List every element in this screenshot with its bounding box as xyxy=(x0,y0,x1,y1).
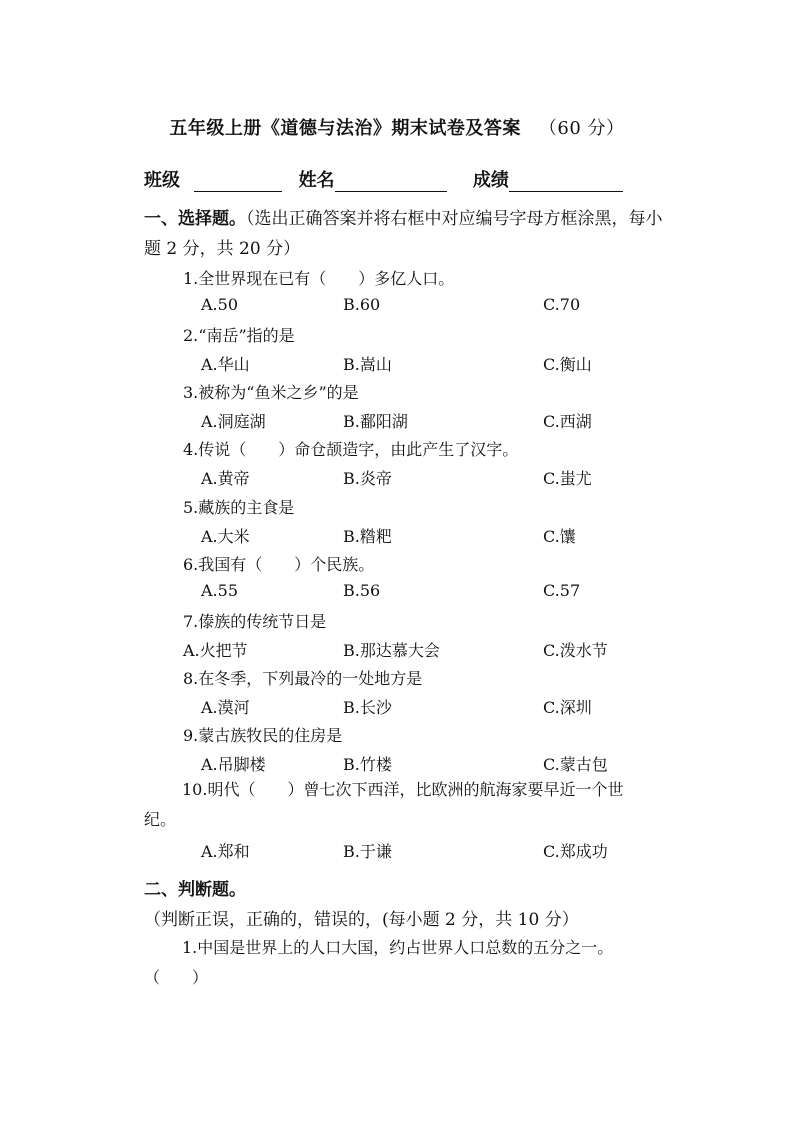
judgement-question-1: 1.中国是世界上的人口大国，约占世界人口总数的五分之一。（ ） xyxy=(144,938,614,987)
grade-blank[interactable] xyxy=(509,173,623,192)
name-blank[interactable] xyxy=(335,173,447,192)
q6-option-b[interactable]: B.56 xyxy=(343,581,381,600)
q4-option-b[interactable]: B.炎帝 xyxy=(343,469,392,488)
question-5: 5.藏族的主食是 xyxy=(183,498,295,517)
q10-option-c[interactable]: C.郑成功 xyxy=(543,842,608,861)
q5-option-b[interactable]: B.糌粑 xyxy=(343,527,392,546)
title-main: 五年级上册《道德与法治》期末试卷及答案 xyxy=(169,118,521,139)
q2-option-a[interactable]: A.华山 xyxy=(201,355,250,374)
class-blank[interactable] xyxy=(194,173,282,192)
section2-title: 二、判断题。 xyxy=(144,880,246,900)
section1-instructions: （选出正确答案并将右框中对应编号字母方框涂黑，每小题 2 分，共 20 分） xyxy=(144,209,663,259)
q8-option-b[interactable]: B.长沙 xyxy=(343,698,392,717)
q5-option-c[interactable]: C.馕 xyxy=(543,527,576,546)
student-info-row xyxy=(144,166,623,192)
grade-label: 成绩 xyxy=(472,170,509,191)
section2-instructions: （判断正误，正确的，错误的，(每小题 2 分，共 10 分） xyxy=(144,910,579,930)
q2-option-c[interactable]: C.衡山 xyxy=(543,355,592,374)
question-8: 8.在冬季，下列最冷的一处地方是 xyxy=(183,669,423,688)
q8-option-a[interactable]: A.漠河 xyxy=(201,698,250,717)
title-score: （60 分） xyxy=(538,118,625,139)
question-9: 9.蒙古族牧民的住房是 xyxy=(183,726,343,745)
q7-option-b[interactable]: B.那达慕大会 xyxy=(343,641,440,660)
q5-option-a[interactable]: A.大米 xyxy=(201,527,250,546)
q1-option-a[interactable]: A.50 xyxy=(201,295,238,314)
q8-option-c[interactable]: C.深圳 xyxy=(543,698,592,717)
q9-option-a[interactable]: A.吊脚楼 xyxy=(201,755,266,774)
name-label: 姓名 xyxy=(298,170,335,191)
exam-title xyxy=(0,114,794,140)
question-2: 2.“南岳”指的是 xyxy=(183,326,295,345)
q4-option-c[interactable]: C.蚩尤 xyxy=(543,469,592,488)
q7-option-c[interactable]: C.泼水节 xyxy=(543,641,608,660)
section1-heading xyxy=(144,204,674,264)
q6-option-c[interactable]: C.57 xyxy=(543,581,581,600)
question-1: 1.全世界现在已有（ ）多亿人口。 xyxy=(183,269,455,288)
q9-option-b[interactable]: B.竹楼 xyxy=(343,755,392,774)
q3-option-c[interactable]: C.西湖 xyxy=(543,412,592,431)
question-7: 7.傣族的传统节日是 xyxy=(183,612,327,631)
section1-title: 一、选择题。 xyxy=(144,209,246,229)
section2-heading xyxy=(144,875,664,935)
question-6: 6.我国有（ ）个民族。 xyxy=(183,555,375,574)
q10-option-a[interactable]: A.郑和 xyxy=(201,842,250,861)
q1-option-b[interactable]: B.60 xyxy=(343,295,381,314)
question-3: 3.被称为“鱼米之乡”的是 xyxy=(183,383,359,402)
q2-option-b[interactable]: B.嵩山 xyxy=(343,355,392,374)
question-4: 4.传说（ ）命仓颉造字，由此产生了汉字。 xyxy=(183,440,519,459)
q3-option-b[interactable]: B.鄱阳湖 xyxy=(343,412,408,431)
q6-option-a[interactable]: A.55 xyxy=(201,581,238,600)
q9-option-c[interactable]: C.蒙古包 xyxy=(543,755,608,774)
q3-option-a[interactable]: A.洞庭湖 xyxy=(201,412,266,431)
question-10: 10.明代（ ）曾七次下西洋，比欧洲的航海家要早近一个世纪。 xyxy=(144,780,624,829)
class-label: 班级 xyxy=(144,170,180,191)
q7-option-a[interactable]: A.火把节 xyxy=(183,641,248,660)
q4-option-a[interactable]: A.黄帝 xyxy=(201,469,250,488)
q1-option-c[interactable]: C.70 xyxy=(543,295,581,314)
q10-option-b[interactable]: B.于谦 xyxy=(343,842,392,861)
